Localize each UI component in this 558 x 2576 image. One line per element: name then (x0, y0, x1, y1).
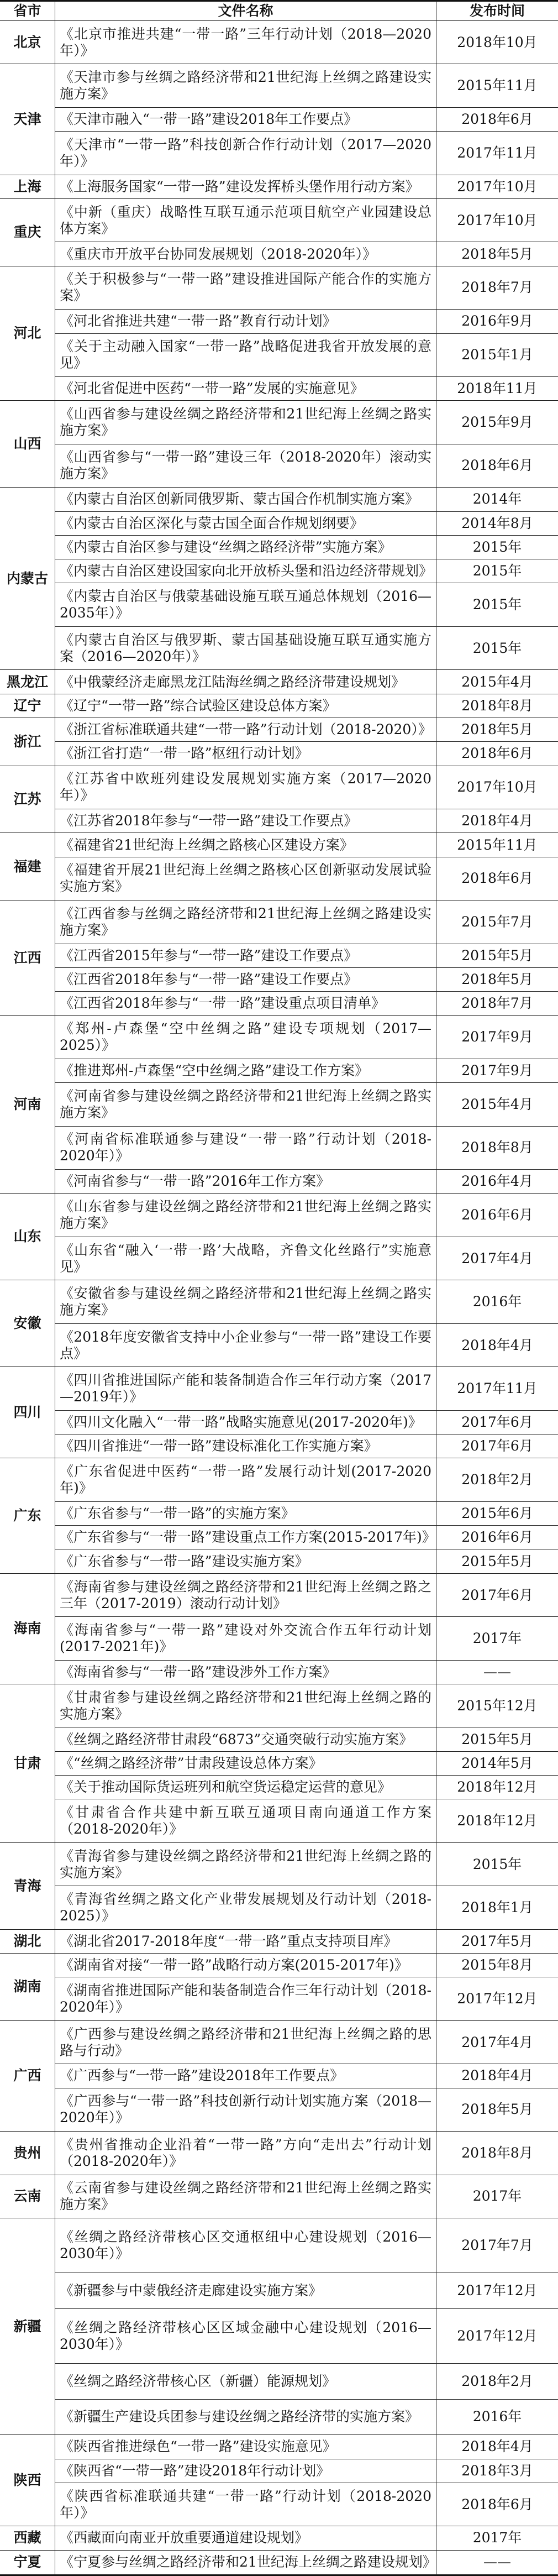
province-cell: 安徽 (0, 1280, 55, 1367)
table-row (0, 1661, 558, 1684)
table-row (0, 559, 558, 583)
release-date-cell: 2015年4月 (436, 1083, 558, 1126)
table-row (0, 2483, 558, 2526)
release-date-cell: 2017年12月 (436, 1977, 558, 2020)
table-row (0, 627, 558, 670)
header-row (0, 0, 558, 21)
table-row (0, 2309, 558, 2364)
table-row (0, 108, 558, 132)
document-name-cell: 《山东省参与建设丝绸之路经济带和21世纪海上丝绸之路实施方案》 (55, 1194, 436, 1237)
release-date-cell: 2017年 (436, 1617, 558, 1660)
table-row (0, 1977, 558, 2020)
province-cell: 贵州 (0, 2132, 55, 2175)
province-cell: 上海 (0, 175, 55, 199)
release-date-cell: 2018年4月 (436, 809, 558, 833)
table-row (0, 1886, 558, 1929)
document-name-cell: 《四川省推进国际产能和装备制造合作三年行动方案（2017—2019年）》 (55, 1367, 436, 1410)
release-date-cell: 2015年 (436, 583, 558, 626)
table-row (0, 1411, 558, 1434)
province-cell: 甘肃 (0, 1684, 55, 1843)
table-row (0, 2551, 558, 2576)
release-date-cell: 2018年7月 (436, 992, 558, 1015)
table-row (0, 1458, 558, 1501)
document-name-cell: 《湖北省2017-2018年度“一带一路”重点支持项目库》 (55, 1930, 436, 1954)
province-cell: 陕西 (0, 2435, 55, 2526)
document-name-cell: 《海南省参与“一带一路”建设对外交流合作五年行动计划(2017-2021年)》 (55, 1617, 436, 1660)
table-row (0, 21, 558, 64)
province-cell: 江西 (0, 900, 55, 1015)
release-date-cell: 2015年12月 (436, 1684, 558, 1727)
document-name-cell: 《四川文化融入“一带一路”战略实施意见(2017-2020年)》 (55, 1411, 436, 1434)
release-date-cell: 2014年 (436, 488, 558, 511)
province-cell: 内蒙古 (0, 488, 55, 670)
document-name-cell: 《青海省参与建设丝绸之路经济带和21世纪海上丝绸之路的实施方案》 (55, 1843, 436, 1886)
table-row (0, 132, 558, 175)
table-row (0, 1752, 558, 1776)
header-province: 省市 (0, 0, 55, 21)
document-name-cell: 《安徽省参与建设丝绸之路经济带和21世纪海上丝绸之路实施方案》 (55, 1280, 436, 1323)
document-name-cell: 《中俄蒙经济走廊黑龙江陆海丝绸之路经济带建设规划》 (55, 670, 436, 694)
table-row (0, 2459, 558, 2483)
release-date-cell: 2015年8月 (436, 1954, 558, 1977)
release-date-cell: 2017年11月 (436, 1367, 558, 1410)
release-date-cell: 2018年4月 (436, 2435, 558, 2459)
province-cell: 山西 (0, 401, 55, 488)
province-cell: 浙江 (0, 718, 55, 766)
province-cell: 湖北 (0, 1930, 55, 1954)
document-name-cell: 《福建省21世纪海上丝绸之路核心区建设方案》 (55, 833, 436, 857)
province-cell: 新疆 (0, 2218, 55, 2435)
province-cell: 西藏 (0, 2526, 55, 2550)
document-name-cell: 《浙江省打造“一带一路”枢纽行动计划》 (55, 742, 436, 766)
document-name-cell: 《浙江省标准联通共建“一带一路”行动计划（2018-2020）》 (55, 718, 436, 742)
document-name-cell: 《陕西省“一带一路”建设2018年行动计划》 (55, 2459, 436, 2483)
table-row (0, 694, 558, 718)
table-row (0, 1930, 558, 1954)
release-date-cell: 2017年 (436, 2175, 558, 2218)
table-row (0, 2218, 558, 2274)
release-date-cell: 2015年 (436, 627, 558, 670)
release-date-cell: 2017年4月 (436, 1237, 558, 1280)
province-cell: 福建 (0, 833, 55, 900)
table-row (0, 536, 558, 559)
document-name-cell: 《广东省促进中医药“一带一路”发展行动计划(2017-2020年)》 (55, 1458, 436, 1501)
release-date-cell: 2018年11月 (436, 377, 558, 401)
release-date-cell: 2015年6月 (436, 1502, 558, 1526)
document-name-cell: 《丝绸之路经济带核心区（新疆）能源规划》 (55, 2364, 436, 2399)
document-name-cell: 《广西参与“一带一路”建设2018年工作要点》 (55, 2064, 436, 2088)
table-row (0, 2526, 558, 2550)
table-row (0, 1324, 558, 1367)
document-name-cell: 《推进郑州-卢森堡“空中丝绸之路”建设工作方案》 (55, 1059, 436, 1083)
table-row (0, 1367, 558, 1410)
document-name-cell: 《河南省标准联通参与建设“一带一路”行动计划（2018-2020年）》 (55, 1127, 436, 1170)
document-name-cell: 《青海省丝绸之路文化产业带发展规划及行动计划（2018-2025）》 (55, 1886, 436, 1929)
document-name-cell: 《天津市参与丝绸之路经济带和21世纪海上丝绸之路建设实施方案》 (55, 64, 436, 107)
document-name-cell: 《江西省2018年参与“一带一路”建设工作要点》 (55, 968, 436, 992)
document-name-cell: 《重庆市开放平台协同发展规划（2018-2020年）》 (55, 242, 436, 266)
document-name-cell: 《丝绸之路经济带核心区区域金融中心建设规划（2016—2030年）》 (55, 2309, 436, 2364)
table-row (0, 2064, 558, 2088)
table-row (0, 1059, 558, 1083)
document-name-cell: 《丝绸之路经济带甘肃段“6873”交通突破行动实施方案》 (55, 1727, 436, 1751)
document-name-cell: 《内蒙古自治区创新同俄罗斯、蒙古国合作机制实施方案》 (55, 488, 436, 511)
document-name-cell: 《内蒙古自治区建设国家向北开放桥头堡和沿边经济带规划》 (55, 559, 436, 583)
release-date-cell: 2015年5月 (436, 1549, 558, 1573)
document-name-cell: 《湖南省对接“一带一路”战略行动方案(2015-2017年)》 (55, 1954, 436, 1977)
province-cell: 重庆 (0, 199, 55, 266)
release-date-cell: 2016年 (436, 2400, 558, 2435)
document-name-cell: 《关于主动融入国家“一带一路”战略促进我省开放发展的意见》 (55, 334, 436, 377)
release-date-cell: 2015年5月 (436, 944, 558, 968)
header-document-name: 文件名称 (55, 0, 436, 21)
document-name-cell: 《宁夏参与丝绸之路经济带和21世纪海上丝绸之路建设规划》 (55, 2551, 436, 2576)
release-date-cell: 2015年7月 (436, 900, 558, 944)
document-name-cell: 《关于推动国际货运班列和航空货运稳定运营的意见》 (55, 1776, 436, 1799)
release-date-cell: 2015年4月 (436, 670, 558, 694)
document-name-cell: 《湖南省推进国际产能和装备制造合作三年行动计划（2018-2020年）》 (55, 1977, 436, 2020)
release-date-cell: 2018年5月 (436, 242, 558, 266)
table-row (0, 1083, 558, 1126)
document-name-cell: 《内蒙古自治区与俄罗斯、蒙古国基础设施互联互通实施方案（2016—2020年）》 (55, 627, 436, 670)
release-date-cell: 2017年11月 (436, 132, 558, 175)
province-cell: 北京 (0, 21, 55, 64)
table-row (0, 900, 558, 944)
table-row (0, 944, 558, 968)
release-date-cell: 2018年8月 (436, 1127, 558, 1170)
document-name-cell: 《广西参与“一带一路”科技创新行动计划实施方案（2018—2020年）》 (55, 2088, 436, 2132)
table-row (0, 1194, 558, 1237)
province-cell: 宁夏 (0, 2551, 55, 2576)
release-date-cell: 2015年5月 (436, 1727, 558, 1751)
table-row (0, 1954, 558, 1977)
table-row (0, 1016, 558, 1059)
document-name-cell: 《丝绸之路经济带核心区交通枢纽中心建设规划（2016—2030年）》 (55, 2218, 436, 2274)
document-name-cell: 《江西省2018年参与“一带一路”建设重点项目清单》 (55, 992, 436, 1015)
table-row (0, 1617, 558, 1660)
release-date-cell: 2018年4月 (436, 1324, 558, 1367)
document-name-cell: 《内蒙古自治区与俄蒙基础设施互联互通总体规划（2016—2035年）》 (55, 583, 436, 626)
table-row (0, 1237, 558, 1280)
province-cell: 山东 (0, 1194, 55, 1281)
release-date-cell: 2015年9月 (436, 401, 558, 444)
release-date-cell: 2018年6月 (436, 108, 558, 132)
table-row (0, 583, 558, 626)
document-name-cell: 《河北省推进共建“一带一路”教育行动计划》 (55, 310, 436, 333)
document-name-cell: 《陕西省推进绿色“一带一路”建设实施意见》 (55, 2435, 436, 2459)
table-row (0, 1776, 558, 1799)
document-name-cell: 《广东省参与“一带一路”建设重点工作方案(2015-2017年)》 (55, 1526, 436, 1549)
release-date-cell: 2018年6月 (436, 857, 558, 900)
table-row (0, 444, 558, 488)
table-row (0, 809, 558, 833)
release-date-cell: 2018年5月 (436, 2088, 558, 2132)
document-name-cell: 《贵州省推动企业沿着“一带一路”方向“走出去”行动计划（2018-2020年）》 (55, 2132, 436, 2175)
table-row (0, 968, 558, 992)
table-row (0, 2132, 558, 2175)
table-row (0, 742, 558, 766)
table-row (0, 2021, 558, 2064)
document-name-cell: 《甘肃省合作共建中新互联互通项目南向通道工作方案（2018-2020年）》 (55, 1799, 436, 1842)
release-date-cell: 2017年10月 (436, 766, 558, 809)
table-row (0, 1574, 558, 1617)
release-date-cell: 2018年5月 (436, 718, 558, 742)
release-date-cell: 2015年11月 (436, 64, 558, 107)
document-name-cell: 《2018年度安徽省支持中小企业参与“一带一路”建设工作要点》 (55, 1324, 436, 1367)
release-date-cell: 2018年8月 (436, 2132, 558, 2175)
release-date-cell: 2017年 (436, 2526, 558, 2550)
document-name-cell: 《辽宁“一带一路”综合试验区建设总体方案》 (55, 694, 436, 718)
release-date-cell: 2017年9月 (436, 1059, 558, 1083)
document-name-cell: 《广东省参与“一带一路”的实施方案》 (55, 1502, 436, 1526)
document-name-cell: 《江西省2015年参与“一带一路”建设工作要点》 (55, 944, 436, 968)
province-cell: 广西 (0, 2021, 55, 2132)
table-row (0, 2273, 558, 2308)
release-date-cell: 2015年1月 (436, 334, 558, 377)
table-row (0, 1280, 558, 1323)
release-date-cell: 2016年6月 (436, 1194, 558, 1237)
table-row (0, 488, 558, 511)
document-name-cell: 《河北省促进中医药“一带一路”发展的实施意见》 (55, 377, 436, 401)
table-row (0, 2435, 558, 2459)
release-date-cell: 2017年6月 (436, 1434, 558, 1458)
release-date-cell: 2016年6月 (436, 1526, 558, 1549)
document-name-cell: 《海南省参与“一带一路”建设涉外工作方案》 (55, 1661, 436, 1684)
release-date-cell: 2017年6月 (436, 1574, 558, 1617)
release-date-cell: 2015年 (436, 559, 558, 583)
table-row (0, 1526, 558, 1549)
province-cell: 海南 (0, 1574, 55, 1684)
table-row (0, 718, 558, 742)
release-date-cell: 2016年9月 (436, 310, 558, 333)
table-row (0, 64, 558, 107)
release-date-cell: —— (436, 1661, 558, 1684)
province-cell: 辽宁 (0, 694, 55, 718)
release-date-cell: 2018年5月 (436, 968, 558, 992)
document-name-cell: 《河南省参与“一带一路”2016年工作方案》 (55, 1170, 436, 1193)
province-cell: 河南 (0, 1016, 55, 1194)
release-date-cell: 2017年7月 (436, 2218, 558, 2274)
release-date-cell: 2018年6月 (436, 444, 558, 488)
release-date-cell: 2018年6月 (436, 742, 558, 766)
table-row (0, 857, 558, 900)
release-date-cell: 2017年10月 (436, 199, 558, 242)
release-date-cell: 2014年5月 (436, 1752, 558, 1776)
table-row (0, 401, 558, 444)
document-name-cell: 《内蒙古自治区深化与蒙古国全面合作规划纲要》 (55, 512, 436, 536)
document-name-cell: 《中新（重庆）战略性互联互通示范项目航空产业园建设总体方案》 (55, 199, 436, 242)
release-date-cell: 2017年6月 (436, 1411, 558, 1434)
release-date-cell: 2018年8月 (436, 694, 558, 718)
province-cell: 四川 (0, 1367, 55, 1458)
table-row (0, 1684, 558, 1727)
document-name-cell: 《天津市“一带一路”科技创新合作行动计划（2017—2020年）》 (55, 132, 436, 175)
document-name-cell: 《陕西省标准联通共建“一带一路”行动计划（2018-2020年）》 (55, 2483, 436, 2526)
province-cell: 云南 (0, 2175, 55, 2218)
document-name-cell: 《四川省推进“一带一路”建设标准化工作实施方案》 (55, 1434, 436, 1458)
table-row (0, 1799, 558, 1842)
release-date-cell: 2017年5月 (436, 1930, 558, 1954)
document-name-cell: 《山西省参与“一带一路”建设三年（2018-2020年）滚动实施方案》 (55, 444, 436, 488)
table-row (0, 2175, 558, 2218)
table-row (0, 1434, 558, 1458)
release-date-cell: 2018年10月 (436, 21, 558, 64)
table-row (0, 1127, 558, 1170)
province-cell: 黑龙江 (0, 670, 55, 694)
document-name-cell: 《北京市推进共建“一带一路”三年行动计划（2018—2020年）》 (55, 21, 436, 64)
document-name-cell: 《广西参与建设丝绸之路经济带和21世纪海上丝绸之路的思路与行动》 (55, 2021, 436, 2064)
release-date-cell: 2018年12月 (436, 1776, 558, 1799)
release-date-cell: 2015年11月 (436, 833, 558, 857)
table-row (0, 266, 558, 310)
document-name-cell: 《福建省开展21世纪海上丝绸之路核心区创新驱动发展试验实施方案》 (55, 857, 436, 900)
release-date-cell: 2018年2月 (436, 1458, 558, 1501)
release-date-cell: 2017年10月 (436, 175, 558, 199)
document-name-cell: 《郑州-卢森堡“空中丝绸之路”建设专项规划（2017—2025）》 (55, 1016, 436, 1059)
document-name-cell: 《上海服务国家“一带一路”建设发挥桥头堡作用行动方案》 (55, 175, 436, 199)
province-cell: 天津 (0, 64, 55, 175)
document-name-cell: 《西藏面向南亚开放重要通道建设规划》 (55, 2526, 436, 2550)
table-body (0, 21, 558, 2576)
release-date-cell: 2017年12月 (436, 2273, 558, 2308)
document-name-cell: 《山西省参与建设丝绸之路经济带和21世纪海上丝绸之路实施方案》 (55, 401, 436, 444)
table-row (0, 1502, 558, 1526)
release-date-cell: 2016年4月 (436, 1170, 558, 1193)
table-row (0, 766, 558, 809)
document-name-cell: 《内蒙古自治区参与建设“丝绸之路经济带”实施方案》 (55, 536, 436, 559)
table-row (0, 310, 558, 333)
province-cell: 江苏 (0, 766, 55, 834)
table-row (0, 1170, 558, 1193)
release-date-cell: 2014年8月 (436, 512, 558, 536)
release-date-cell: 2015年 (436, 1843, 558, 1886)
province-cell: 河北 (0, 266, 55, 401)
document-name-cell: 《新疆生产建设兵团参与建设丝绸之路经济带的实施方案》 (55, 2400, 436, 2435)
document-name-cell: 《甘肃省参与建设丝绸之路经济带和21世纪海上丝绸之路的实施方案》 (55, 1684, 436, 1727)
document-name-cell: 《江西省参与丝绸之路经济带和21世纪海上丝绸之路建设实施方案》 (55, 900, 436, 944)
document-name-cell: 《广东省参与“一带一路”建设实施方案》 (55, 1549, 436, 1573)
table-row (0, 670, 558, 694)
document-name-cell: 《河南省参与建设丝绸之路经济带和21世纪海上丝绸之路实施方案》 (55, 1083, 436, 1126)
table-row (0, 1727, 558, 1751)
release-date-cell: —— (436, 2551, 558, 2576)
document-name-cell: 《海南省参与建设丝绸之路经济带和21世纪海上丝绸之路之三年（2017-2019）滚动行动计划》 (55, 1574, 436, 1617)
table-row (0, 242, 558, 266)
table-row (0, 2400, 558, 2435)
release-date-cell: 2015年 (436, 536, 558, 559)
release-date-cell: 2016年 (436, 1280, 558, 1323)
release-date-cell: 2017年4月 (436, 2021, 558, 2064)
table-row (0, 1843, 558, 1886)
table-row (0, 1549, 558, 1573)
header-release-date: 发布时间 (436, 0, 558, 21)
province-cell: 广东 (0, 1458, 55, 1573)
table-row (0, 992, 558, 1015)
release-date-cell: 2018年1月 (436, 1886, 558, 1929)
release-date-cell: 2018年7月 (436, 266, 558, 310)
table-row (0, 334, 558, 377)
table-header (0, 0, 558, 21)
document-name-cell: 《新疆参与中蒙俄经济走廊建设实施方案》 (55, 2273, 436, 2308)
table-row (0, 512, 558, 536)
document-name-cell: 《山东省“融入‘一带一路’大战略，齐鲁文化丝路行”实施意见》 (55, 1237, 436, 1280)
release-date-cell: 2018年2月 (436, 2364, 558, 2399)
table-row (0, 199, 558, 242)
document-name-cell: 《天津市融入“一带一路”建设2018年工作要点》 (55, 108, 436, 132)
table-row (0, 833, 558, 857)
province-cell: 青海 (0, 1843, 55, 1930)
document-name-cell: 《云南省参与建设丝绸之路经济带和21世纪海上丝绸之路实施方案》 (55, 2175, 436, 2218)
release-date-cell: 2017年9月 (436, 1016, 558, 1059)
release-date-cell: 2018年4月 (436, 2064, 558, 2088)
province-cell: 湖南 (0, 1954, 55, 2021)
document-name-cell: 《江苏省2018年参与“一带一路”建设工作要点》 (55, 809, 436, 833)
release-date-cell: 2018年3月 (436, 2459, 558, 2483)
document-name-cell: 《关于积极参与“一带一路”建设推进国际产能合作的实施方案》 (55, 266, 436, 310)
table-row (0, 377, 558, 401)
release-date-cell: 2017年12月 (436, 2309, 558, 2364)
release-date-cell: 2018年6月 (436, 2483, 558, 2526)
document-name-cell: 《江苏省中欧班列建设发展规划实施方案（2017—2020年）》 (55, 766, 436, 809)
release-date-cell: 2018年12月 (436, 1799, 558, 1842)
table-row (0, 2364, 558, 2399)
document-name-cell: 《“丝绸之路经济带”甘肃段建设总体方案》 (55, 1752, 436, 1776)
table-row (0, 175, 558, 199)
table-row (0, 2088, 558, 2132)
